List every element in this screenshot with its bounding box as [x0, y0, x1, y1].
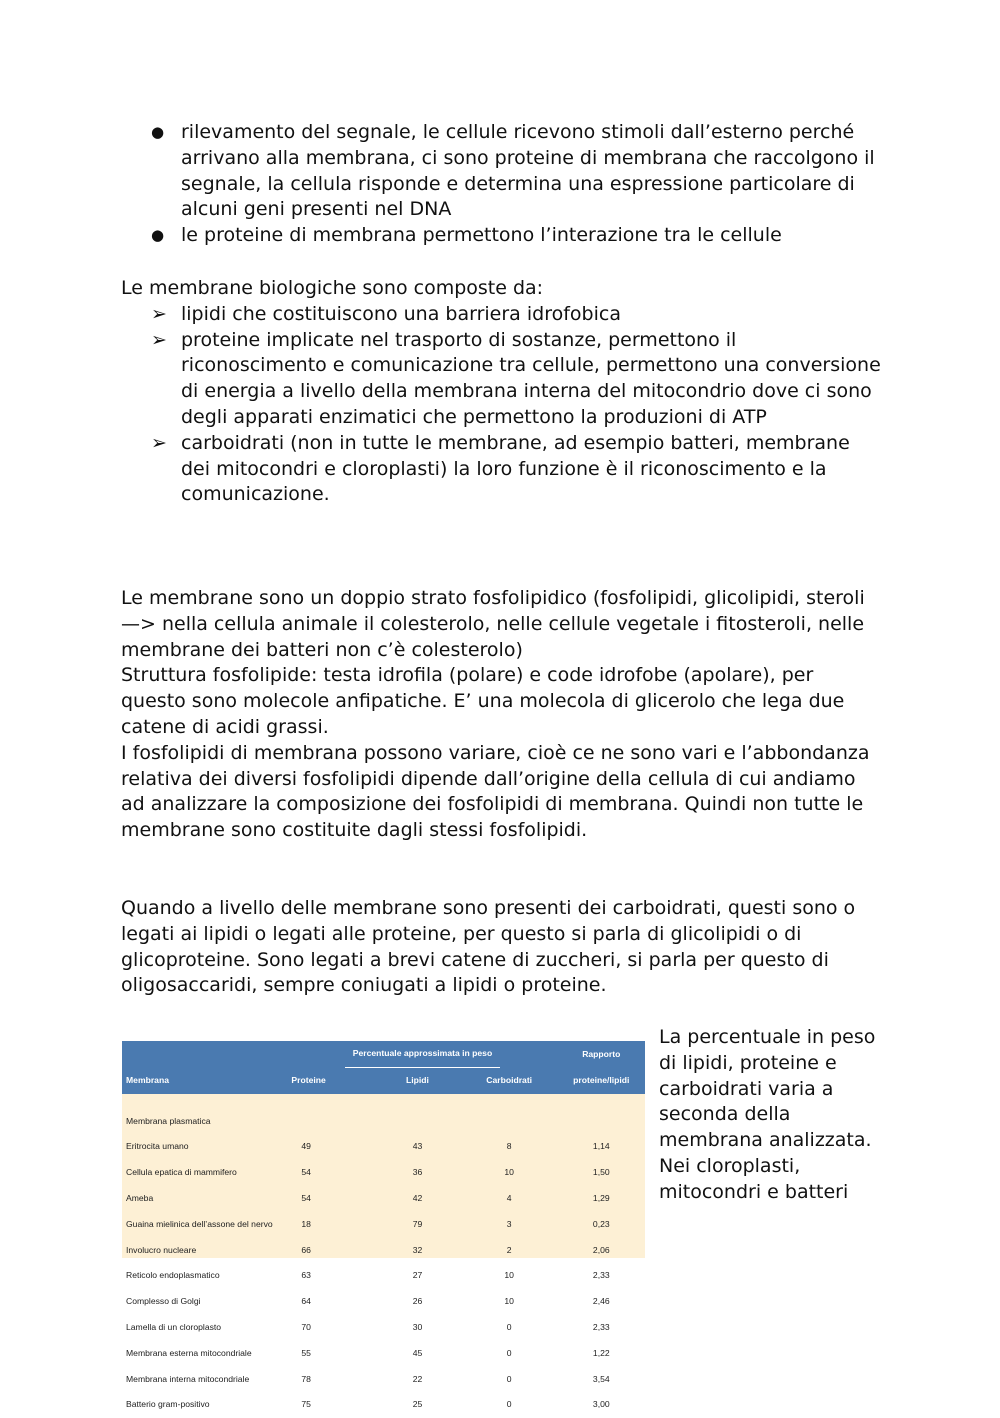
row-name: Cellula epatica di mammifero — [126, 1167, 237, 1178]
row-lipidi: 79 — [412, 1218, 423, 1229]
row-rapporto: 2,33 — [592, 1270, 610, 1281]
table-row — [122, 1341, 645, 1367]
row-rapporto: 2,06 — [592, 1244, 610, 1255]
table-header-row — [122, 1041, 645, 1068]
arrow-item — [121, 302, 881, 328]
bullet-item — [121, 223, 881, 249]
row-name: Ameba — [126, 1193, 154, 1204]
col-lipidi: Lipidi — [406, 1074, 429, 1085]
group-header: Percentuale approssimata in peso — [345, 1041, 500, 1068]
row-rapporto: 3,54 — [592, 1373, 610, 1384]
arrow-item-text: lipidi che costituiscono una barriera idrofobica — [181, 302, 621, 325]
row-proteine: 63 — [301, 1270, 311, 1281]
row-rapporto: 1,22 — [592, 1347, 610, 1358]
row-rapporto: 3,00 — [592, 1399, 610, 1410]
table-row — [122, 1212, 645, 1238]
variation-paragraph: I fosfolipidi di membrana possono variare, cioè ce ne sono vari e l’abbondanza relativa dei diversi fosfolipidi dipende dall’origine della cellula di cui andiamo ad analizzare la composizione dei fosfolipidi di membrana. Quindi non tutte le membrane sono costituite dagli stessi fosfolipidi. — [121, 741, 870, 842]
row-carboidrati: 10 — [504, 1296, 514, 1307]
structure-paragraph: Struttura fosfolipide: testa idrofila (polare) e code idrofobe (apolare), per questo sono molecole anfipatiche. E’ una molecola di glicerolo che lega due catene di acidi grassi. — [121, 664, 845, 738]
row-lipidi: 26 — [412, 1296, 423, 1307]
row-carboidrati: 0 — [506, 1399, 512, 1410]
row-lipidi: 43 — [412, 1141, 423, 1152]
table-header-row — [122, 1068, 645, 1094]
arrow-item — [121, 328, 881, 431]
table-row — [122, 1160, 645, 1186]
row-carboidrati: 8 — [506, 1141, 512, 1152]
bullet-item — [121, 120, 881, 223]
function-bullet-list — [121, 120, 881, 249]
row-carboidrati: 0 — [506, 1373, 512, 1384]
row-proteine: 78 — [301, 1373, 311, 1384]
arrow-icon: ➢ — [151, 431, 167, 454]
row-lipidi: 32 — [412, 1244, 423, 1255]
row-lipidi: 30 — [412, 1322, 423, 1333]
bilayer-paragraph: Le membrane sono un doppio strato fosfolipidico (fosfolipidi, glicolipidi, steroli—> nella cellula animale il colesterolo, nelle cellule vegetale i fitosteroli, nelle membrane dei batteri non c’è colesterolo) — [121, 587, 865, 661]
group-row-label: Membrana plasmatica — [126, 1115, 211, 1126]
row-name: Reticolo endoplasmatico — [126, 1270, 220, 1281]
composition-section — [121, 276, 881, 508]
table-group-row — [122, 1109, 645, 1135]
table-row — [122, 1367, 645, 1393]
row-name: Guaina mielinica dell’assone del nervo — [126, 1218, 273, 1229]
bullet-text: rilevamento del segnale, le cellule ricevono stimoli dall’esterno perché arrivano alla membrana, ci sono proteine di membrana che raccolgono il segnale, la cellula risponde e determina una espressione particolare di alcuni geni presenti nel DNA — [181, 121, 875, 221]
membrane-structure-section — [121, 586, 881, 844]
arrow-item — [121, 431, 881, 508]
row-proteine: 18 — [301, 1218, 311, 1229]
bullet-text: le proteine di membrana permettono l’interazione tra le cellule — [181, 224, 782, 247]
membrane-composition-table-image — [122, 1041, 645, 1410]
table-body — [122, 1094, 645, 1418]
row-name: Lamella di un cloroplasto — [126, 1322, 222, 1333]
composition-intro: Le membrane biologiche sono composte da: — [121, 277, 544, 299]
composition-arrow-list — [121, 302, 881, 508]
table-row — [122, 1263, 645, 1289]
col-proteine: Proteine — [291, 1074, 326, 1085]
row-lipidi: 22 — [412, 1373, 423, 1384]
ratio-header-top: Rapporto — [582, 1048, 621, 1059]
row-rapporto: 2,33 — [592, 1322, 610, 1333]
row-proteine: 66 — [301, 1244, 311, 1255]
table-row — [122, 1392, 645, 1418]
row-rapporto: 1,29 — [592, 1193, 610, 1204]
row-proteine: 70 — [301, 1322, 311, 1333]
row-carboidrati: 0 — [506, 1347, 512, 1358]
row-proteine: 54 — [301, 1193, 311, 1204]
row-rapporto: 1,50 — [592, 1167, 610, 1178]
row-proteine: 54 — [301, 1167, 311, 1178]
col-membrana: Membrana — [126, 1074, 169, 1085]
row-lipidi: 45 — [412, 1347, 423, 1358]
table-row — [122, 1134, 645, 1160]
row-name: Batterio gram-positivo — [126, 1399, 210, 1410]
row-rapporto: 1,14 — [592, 1141, 610, 1152]
row-name: Complesso di Golgi — [126, 1296, 201, 1307]
row-proteine: 64 — [301, 1296, 311, 1307]
row-name: Involucro nucleare — [126, 1244, 197, 1255]
row-rapporto: 2,46 — [592, 1296, 610, 1307]
row-proteine: 55 — [301, 1347, 311, 1358]
bullet-dot-icon: ● — [151, 123, 165, 141]
col-rapporto: proteine/lipidi — [573, 1074, 630, 1085]
row-name: Membrana interna mitocondriale — [126, 1373, 250, 1384]
arrow-icon: ➢ — [151, 302, 167, 325]
row-name: Membrana esterna mitocondriale — [126, 1347, 252, 1358]
row-name: Eritrocita umano — [126, 1141, 189, 1152]
row-proteine: 49 — [301, 1141, 311, 1152]
row-lipidi: 42 — [412, 1193, 423, 1204]
row-lipidi: 27 — [412, 1270, 423, 1281]
membrane-composition-table — [122, 1041, 645, 1418]
arrow-item-text: proteine implicate nel trasporto di sostanze, permettono il riconoscimento e comunicazione tra cellule, permettono una conversione di energia a livello della membrana interna del mitocondrio dove ci sono degli apparati enzimatici che permettono la produzioni di ATP — [181, 328, 881, 428]
row-carboidrati: 2 — [506, 1244, 512, 1255]
arrow-icon: ➢ — [151, 328, 167, 351]
row-rapporto: 0,23 — [592, 1218, 610, 1229]
carbs-section — [121, 896, 881, 999]
row-carboidrati: 4 — [506, 1193, 512, 1204]
row-lipidi: 25 — [412, 1399, 423, 1410]
row-proteine: 75 — [301, 1399, 311, 1410]
row-lipidi: 36 — [412, 1167, 423, 1178]
table-row — [122, 1238, 645, 1264]
row-carboidrati: 10 — [504, 1270, 514, 1281]
row-carboidrati: 0 — [506, 1322, 512, 1333]
table-row — [122, 1315, 645, 1341]
arrow-item-text: carboidrati (non in tutte le membrane, ad esempio batteri, membrane dei mitocondri e cloroplasti) la loro funzione è il riconoscimento e la comunicazione. — [181, 431, 850, 506]
carbs-paragraph: Quando a livello delle membrane sono presenti dei carboidrati, questi sono o legati ai lipidi o legati alle proteine, per questo si parla di glicolipidi o di glicoproteine. Sono legati a brevi catene di zuccheri, si parla per questo di oligosaccaridi, sempre coniugati a lipidi o proteine. — [121, 897, 856, 997]
table-row — [122, 1289, 645, 1315]
side-note: La percentuale in peso di lipidi, proteine e carboidrati varia a seconda della membrana analizzata. Nei cloroplasti, mitocondri e batteri — [659, 1026, 876, 1203]
col-carboidrati: Carboidrati — [486, 1074, 533, 1085]
row-carboidrati: 10 — [504, 1167, 514, 1178]
row-carboidrati: 3 — [506, 1218, 512, 1229]
table-row — [122, 1186, 645, 1212]
bullet-dot-icon: ● — [151, 226, 165, 245]
